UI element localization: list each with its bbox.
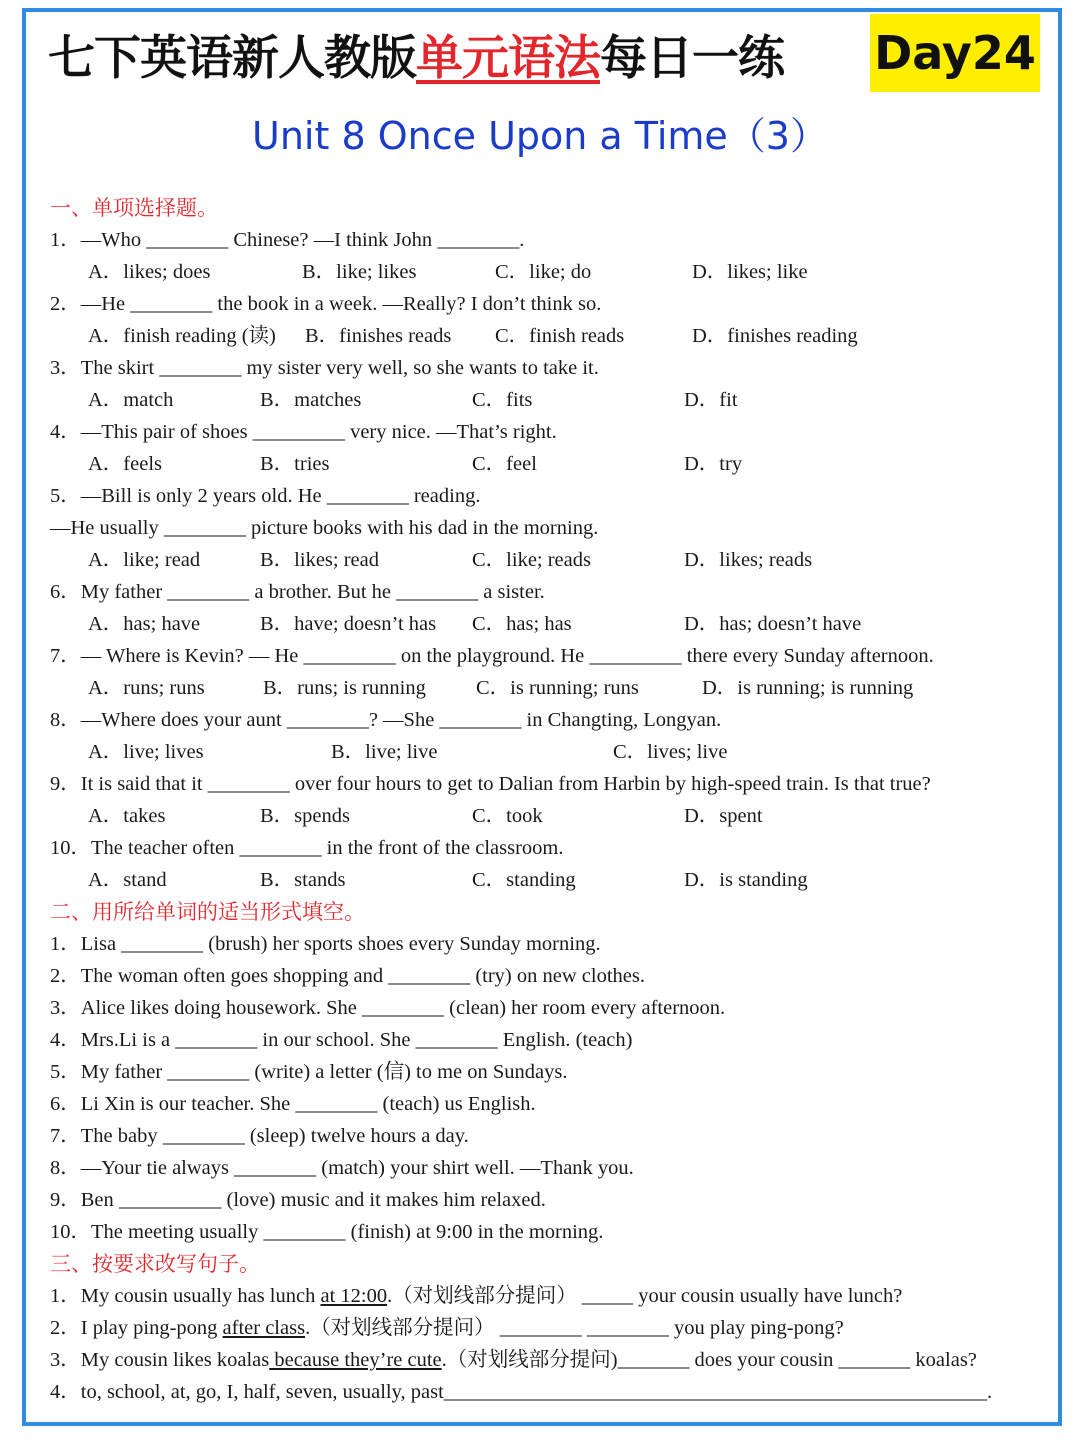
option: B．matches xyxy=(260,389,362,411)
option: B．spends xyxy=(260,805,350,827)
question-stem: 2．—He ________ the book in a week. —Really? I don’t think so. xyxy=(50,293,602,315)
option-row xyxy=(50,320,1040,352)
page-title xyxy=(48,14,784,94)
worksheet-content xyxy=(50,192,1040,1408)
option: A．live; lives xyxy=(88,741,204,763)
option: A．takes xyxy=(88,805,166,827)
option-row xyxy=(50,544,1040,576)
rewrite-text: .（对划线部分提问)_______ does your cousin _______ koalas? xyxy=(441,1349,977,1371)
underlined-part: after class xyxy=(222,1317,306,1339)
option-row xyxy=(50,608,1040,640)
option: B．stands xyxy=(260,869,346,891)
question-stem: 6．My father ________ a brother. But he ________ a sister. xyxy=(50,581,545,603)
option-row xyxy=(50,448,1040,480)
fill-item: 3．Alice likes doing housework. She ________ (clean) her room every afternoon. xyxy=(50,997,726,1019)
option: D．finishes reading xyxy=(692,325,858,347)
option: D．spent xyxy=(684,805,763,827)
underlined-part: at 12:00 xyxy=(320,1285,388,1307)
option: D．is standing xyxy=(684,869,808,891)
option: D．has; doesn’t have xyxy=(684,613,862,635)
option: C．lives; live xyxy=(613,741,728,763)
option: B．tries xyxy=(260,453,330,475)
title-prefix: 七下英语新人教版 xyxy=(48,30,416,86)
underlined-part: because they’re cute xyxy=(269,1349,442,1371)
option: C．standing xyxy=(472,869,576,891)
option: C．took xyxy=(472,805,543,827)
rewrite-text: 3．My cousin likes koalas xyxy=(50,1349,270,1371)
rewrite-text: 1．My cousin usually has lunch xyxy=(50,1285,321,1307)
rewrite-item: 4．to, school, at, go, I, half, seven, usually, past_____________________________________________________. xyxy=(50,1381,993,1403)
fill-item: 2．The woman often goes shopping and ________ (try) on new clothes. xyxy=(50,965,645,987)
question-stem-continued: —He usually ________ picture books with his dad in the morning. xyxy=(50,517,599,539)
option: A．match xyxy=(88,389,174,411)
option: C．is running; runs xyxy=(476,677,639,699)
option: A．likes; does xyxy=(88,261,211,283)
title-suffix: 每日一练 xyxy=(600,30,784,86)
option: C．feel xyxy=(472,453,537,475)
option-row xyxy=(50,384,1040,416)
option: C．like; reads xyxy=(472,549,591,571)
fill-item: 8．—Your tie always ________ (match) your shirt well. —Thank you. xyxy=(50,1157,634,1179)
option: B．live; live xyxy=(331,741,438,763)
option: B．have; doesn’t has xyxy=(260,613,437,635)
option: C．has; has xyxy=(472,613,572,635)
option: C．fits xyxy=(472,389,533,411)
rewrite-item xyxy=(50,1344,1040,1376)
unit-subtitle: Unit 8 Once Upon a Time（3） xyxy=(252,114,828,158)
option-row xyxy=(50,864,1040,896)
fill-item: 1．Lisa ________ (brush) her sports shoes every Sunday morning. xyxy=(50,933,601,955)
option: C．like; do xyxy=(495,261,592,283)
rewrite-text: 2．I play ping-pong xyxy=(50,1317,223,1339)
fill-item: 7．The baby ________ (sleep) twelve hours a day. xyxy=(50,1125,469,1147)
option: B．runs; is running xyxy=(263,677,426,699)
rewrite-text: .（对划线部分提问） ________ ________ you play ping-pong? xyxy=(305,1317,844,1339)
day-badge: Day24 xyxy=(870,14,1040,92)
title-highlight: 单元语法 xyxy=(416,30,600,86)
fill-item: 6．Li Xin is our teacher. She ________ (teach) us English. xyxy=(50,1093,536,1115)
option: D．try xyxy=(684,453,743,475)
option: A．runs; runs xyxy=(88,677,205,699)
question-stem: 3．The skirt ________ my sister very well, so she wants to take it. xyxy=(50,357,599,379)
option: D．likes; reads xyxy=(684,549,813,571)
fill-item: 4．Mrs.Li is a ________ in our school. She ________ English. (teach) xyxy=(50,1029,633,1051)
fill-item: 5．My father ________ (write) a letter (信) to me on Sundays. xyxy=(50,1061,568,1083)
question-stem: 9．It is said that it ________ over four hours to get to Dalian from Harbin by high-speed train. Is that true? xyxy=(50,773,931,795)
option: A．has; have xyxy=(88,613,201,635)
option: B．finishes reads xyxy=(305,325,452,347)
question-stem: 5．—Bill is only 2 years old. He ________ reading. xyxy=(50,485,481,507)
option: A．stand xyxy=(88,869,167,891)
option: A．finish reading (读) xyxy=(88,325,276,347)
rewrite-item xyxy=(50,1280,1040,1312)
option: D．fit xyxy=(684,389,738,411)
question-stem: 1．—Who ________ Chinese? —I think John ________. xyxy=(50,229,525,251)
option: A．feels xyxy=(88,453,163,475)
question-stem: 10．The teacher often ________ in the front of the classroom. xyxy=(50,837,564,859)
question-stem: 8．—Where does your aunt ________? —She ________ in Changting, Longyan. xyxy=(50,709,722,731)
option: B．likes; read xyxy=(260,549,379,571)
option: C．finish reads xyxy=(495,325,625,347)
rewrite-item xyxy=(50,1312,1040,1344)
option: D．likes; like xyxy=(692,261,808,283)
option: B．like; likes xyxy=(302,261,417,283)
question-stem: 4．—This pair of shoes _________ very nice. —That’s right. xyxy=(50,421,557,443)
option: D．is running; is running xyxy=(702,677,914,699)
option-row xyxy=(50,672,1040,704)
option: A．like; read xyxy=(88,549,201,571)
section1-heading: 一、单项选择题。 xyxy=(50,196,218,220)
section2-heading: 二、用所给单词的适当形式填空。 xyxy=(50,900,365,924)
question-stem: 7．— Where is Kevin? — He _________ on the playground. He _________ there every Sunday afternoon. xyxy=(50,645,934,667)
option-row xyxy=(50,256,1040,288)
section3-heading: 三、按要求改写句子。 xyxy=(50,1252,260,1276)
fill-item: 9．Ben __________ (love) music and it makes him relaxed. xyxy=(50,1189,546,1211)
fill-item: 10．The meeting usually ________ (finish) at 9:00 in the morning. xyxy=(50,1221,604,1243)
option-row xyxy=(50,736,1040,768)
option-row xyxy=(50,800,1040,832)
rewrite-text: .（对划线部分提问） _____ your cousin usually have lunch? xyxy=(387,1285,903,1307)
